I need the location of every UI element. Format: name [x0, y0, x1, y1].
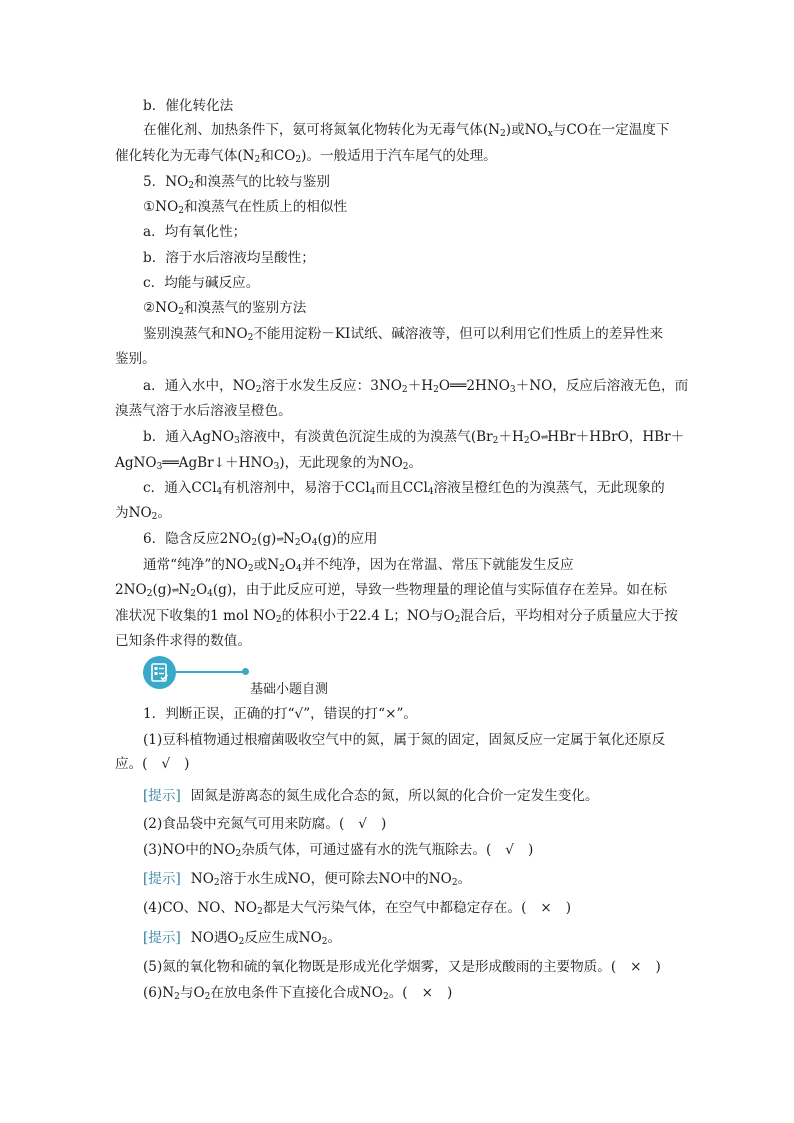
section-title: 基础小题自测 [250, 682, 329, 697]
quiz-q3: (3)NO中的$NO_2$杂质气体，可通过盛有水的洗气瓶除去。( √ ) [143, 842, 534, 859]
sec5-method-c-line1: c．通入CCl$_4$有机溶剂中，易溶于CCl$_4$而且CCl$_4$溶液呈橙红色的为溴蒸气，无此现象的 [143, 480, 665, 497]
reversible-arrow-icon: ⇌ [276, 535, 283, 545]
answer-mark: × [630, 959, 642, 975]
quiz-tip1: [提示] 固氮是游离态的氮生成化合态的氮，所以氮的化合价一定发生变化。 [143, 788, 599, 804]
sec5-item-a: a．均有氧化性； [143, 224, 247, 240]
quiz-intro: 1．判断正误，正确的打“√”，错误的打“×”。 [143, 706, 417, 722]
tip-label: [提示] [143, 871, 181, 887]
sec6-p-line1: 通常“纯净”的$NO_2$或$N_2O_4$并不纯净，因为在常温、常压下就能发生反应 [143, 557, 574, 574]
quiz-tip3: [提示] $NO_2$溶于水生成NO，便可除去NO中的$NO_2$。 [143, 871, 472, 888]
section-divider [176, 671, 244, 673]
sec5-method-a-line2: 溴蒸气溶于水后溶液呈橙色。 [115, 403, 292, 419]
tip-label: [提示] [143, 788, 181, 804]
quiz-q6: $(6)N_2$与$O_2$在放电条件下直接化合成$NO_2$。( × ) [143, 985, 453, 1002]
sec6-p-line3: 准状况下收集的1 mol $NO_2$的体积小于22.4 L；NO与$O_2$混合后，平均相对分子质量应大于按 [115, 608, 678, 625]
quiz-q1-line1: (1)豆科植物通过根瘤菌吸收空气中的氮，属于氮的固定，固氮反应一定属于氧化还原反 [143, 732, 666, 748]
quiz-tip4: [提示] NO遇$O_2$反应生成$NO_2$。 [143, 930, 342, 947]
sec5-p1-line2: 鉴别。 [115, 351, 156, 367]
method-b-heading: b．催化转化法 [143, 98, 234, 114]
tip-label: [提示] [143, 930, 181, 946]
sec5-item-c: c．均能与碱反应。 [143, 275, 260, 291]
quiz-q1-line2: 应。( √ ) [115, 756, 190, 772]
answer-mark: × [421, 985, 433, 1001]
sec5-method-b-line1: b．通入AgNO$_3$溶液中，有淡黄色沉淀生成的为溴蒸气($Br_2+H_2O\rightleftharpoons HBr+HBrO$，HBr＋ [143, 429, 685, 446]
section-divider-dot [242, 668, 249, 675]
section-badge [143, 656, 176, 689]
sec5-sub2: $②NO_2$和溴蒸气的鉴别方法 [143, 300, 307, 317]
sec5-method-b-line2: $AgNO_3══AgBr↓+HNO_3$)，无此现象的为$NO_2$。 [115, 455, 423, 472]
answer-mark: √ [161, 756, 171, 772]
reversible-arrow-icon: ⇌ [171, 586, 179, 596]
reversible-arrow-icon: ⇌ [540, 433, 548, 443]
quiz-q2: (2)食品袋中充氮气可用来防腐。( √ ) [143, 816, 387, 832]
answer-mark: √ [358, 816, 367, 832]
sec5-sub1: $①NO_2$和溴蒸气在性质上的相似性 [143, 199, 348, 216]
quiz-q5: (5)氮的氧化物和硫的氧化物既是形成光化学烟雾，又是形成酸雨的主要物质。( × ) [143, 959, 661, 975]
sec5-item-b: b．溶于水后溶液均呈酸性； [143, 250, 315, 266]
sec5-method-c-line2: 为$NO_2$。 [115, 505, 171, 522]
quiz-q4: (4)CO、NO、$NO_2$都是大气污染气体，在空气中都稳定存在。( × ) [143, 900, 572, 917]
method-b-line1: 在催化剂、加热条件下，氨可将氮氧化物转化为无毒气体$(N_2)$或$NO_x$与CO在一定温度下 [143, 122, 670, 139]
sec6-heading: 6．隐含反应$2NO_2(g)\rightleftharpoons N_2O_4(g)$的应用 [143, 531, 378, 548]
method-b-line2: 催化转化为无毒气体($N_2$和$CO_2$)。一般适用于汽车尾气的处理。 [115, 148, 497, 165]
sec5-method-a-line1: a．通入水中，$NO_2$溶于水发生反应：$3NO_2+H_2O══2HNO_3+NO$，反应后溶液无色，而 [143, 378, 689, 395]
checklist-icon [151, 663, 169, 682]
sec5-p1-line1: 鉴别溴蒸气和$NO_2$不能用淀粉－KI试纸、碱溶液等，但可以利用它们性质上的差异性来 [143, 326, 664, 343]
sec5-heading: 5．$NO_2$和溴蒸气的比较与鉴别 [143, 174, 330, 191]
answer-mark: √ [505, 842, 514, 858]
sec6-p-line2: $2NO_2(g)\rightleftharpoons N_2O_4(g)$，由于此反应可逆，导致一些物理量的理论值与实际值存在差异。如在标 [115, 582, 668, 599]
sec6-p-line4: 已知条件求得的数值。 [115, 633, 251, 649]
answer-mark: × [540, 900, 552, 916]
